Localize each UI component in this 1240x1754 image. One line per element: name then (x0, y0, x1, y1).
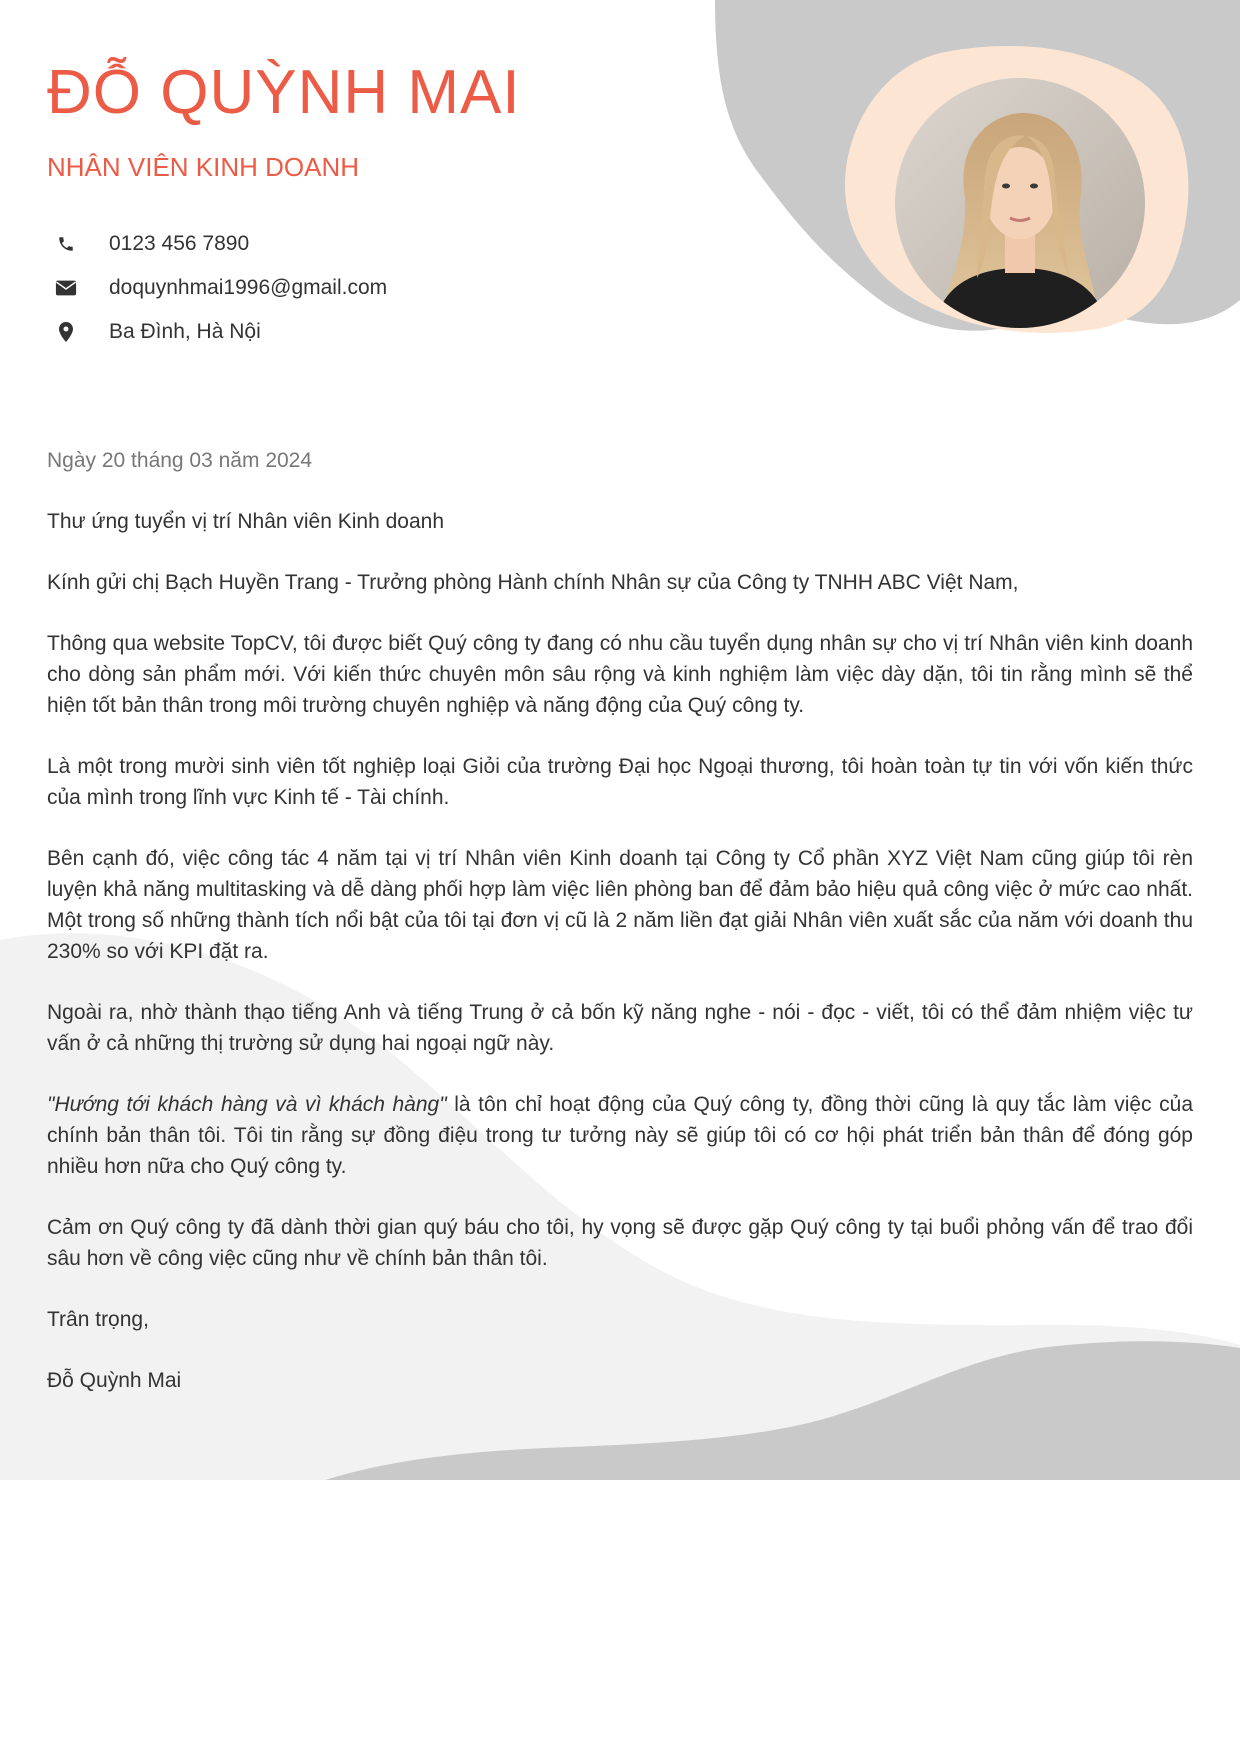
map-pin-icon (55, 321, 77, 343)
contact-address (55, 310, 387, 354)
letter-date: Ngày 20 tháng 03 năm 2024 (47, 449, 313, 472)
phone-number: 0123 456 7890 (109, 232, 250, 255)
email-address: doquynhmai1996@gmail.com (109, 276, 388, 299)
paragraph-languages: Ngoài ra, nhờ thành thạo tiếng Anh và tiếng Trung ở cả bốn kỹ năng nghe - nói - đọc - viết, tôi có thể đảm nhiệm việc tư vấn ở cả những thị trường sử dụng hai ngoại ngữ này. (47, 1001, 1193, 1055)
letter-signature: Đỗ Quỳnh Mai (47, 1369, 182, 1392)
letter-closing: Trân trọng, (47, 1308, 149, 1331)
paragraph-experience: Bên cạnh đó, việc công tác 4 năm tại vị trí Nhân viên Kinh doanh tại Công ty Cổ phần XYZ Việt Nam cũng giúp tôi rèn luyện khả năng multitasking và dễ dàng phối hợp làm việc liên phòng ban để đảm bảo hiệu quả công việc ở mức cao nhất. Một trong số những thành tích nổi bật của tôi tại đơn vị cũ là 2 năm liền đạt giải Nhân viên xuất sắc của năm với doanh thu 230% so với KPI đặt ra. (47, 847, 1193, 963)
paragraph-introduction: Thông qua website TopCV, tôi được biết Quý công ty đang có nhu cầu tuyển dụng nhân sự cho vị trí Nhân viên kinh doanh cho dòng sản phẩm mới. Với kiến thức chuyên môn sâu rộng và kinh nghiệm làm việc dày dặn, tôi tin rằng mình sẽ thể hiện tốt bản thân trong môi trường chuyên nghiệp và năng động của Quý công ty. (47, 632, 1193, 717)
header (47, 55, 521, 183)
paragraph-values-text: là tôn chỉ hoạt động của Quý công ty, đồng thời cũng là quy tắc làm việc của chính bản thân tôi. Tôi tin rằng sự đồng điệu trong tư tưởng này sẽ giúp tôi có cơ hội phát triển bản thân để đóng góp nhiều hơn nữa cho Quý công ty. (47, 1093, 1193, 1178)
job-title: NHÂN VIÊN KINH DOANH (47, 152, 360, 182)
letter-subject: Thư ứng tuyển vị trí Nhân viên Kinh doanh (47, 510, 445, 533)
envelope-icon (55, 277, 77, 299)
address-text: Ba Đình, Hà Nội (109, 320, 261, 343)
contact-phone (55, 222, 387, 266)
candidate-name: ĐỖ QUỲNH MAI (47, 58, 521, 127)
profile-photo (895, 78, 1145, 328)
cover-letter-body (47, 445, 1193, 1426)
company-motto-quote: "Hướng tới khách hàng và vì khách hàng" (47, 1093, 447, 1116)
contact-email (55, 266, 387, 310)
contact-list (55, 222, 387, 354)
letter-salutation: Kính gửi chị Bạch Huyền Trang - Trưởng phòng Hành chính Nhân sự của Công ty TNHH ABC Việt Nam, (47, 571, 1019, 594)
paragraph-thanks: Cảm ơn Quý công ty đã dành thời gian quý báu cho tôi, hy vọng sẽ được gặp Quý công ty tại buổi phỏng vấn để trao đổi sâu hơn về công việc cũng như về chính bản thân tôi. (47, 1216, 1193, 1270)
paragraph-education: Là một trong mười sinh viên tốt nghiệp loại Giỏi của trường Đại học Ngoại thương, tôi hoàn toàn tự tin với vốn kiến thức của mình trong lĩnh vực Kinh tế - Tài chính. (47, 755, 1193, 809)
phone-icon (55, 233, 77, 255)
paragraph-values (47, 1089, 1193, 1182)
